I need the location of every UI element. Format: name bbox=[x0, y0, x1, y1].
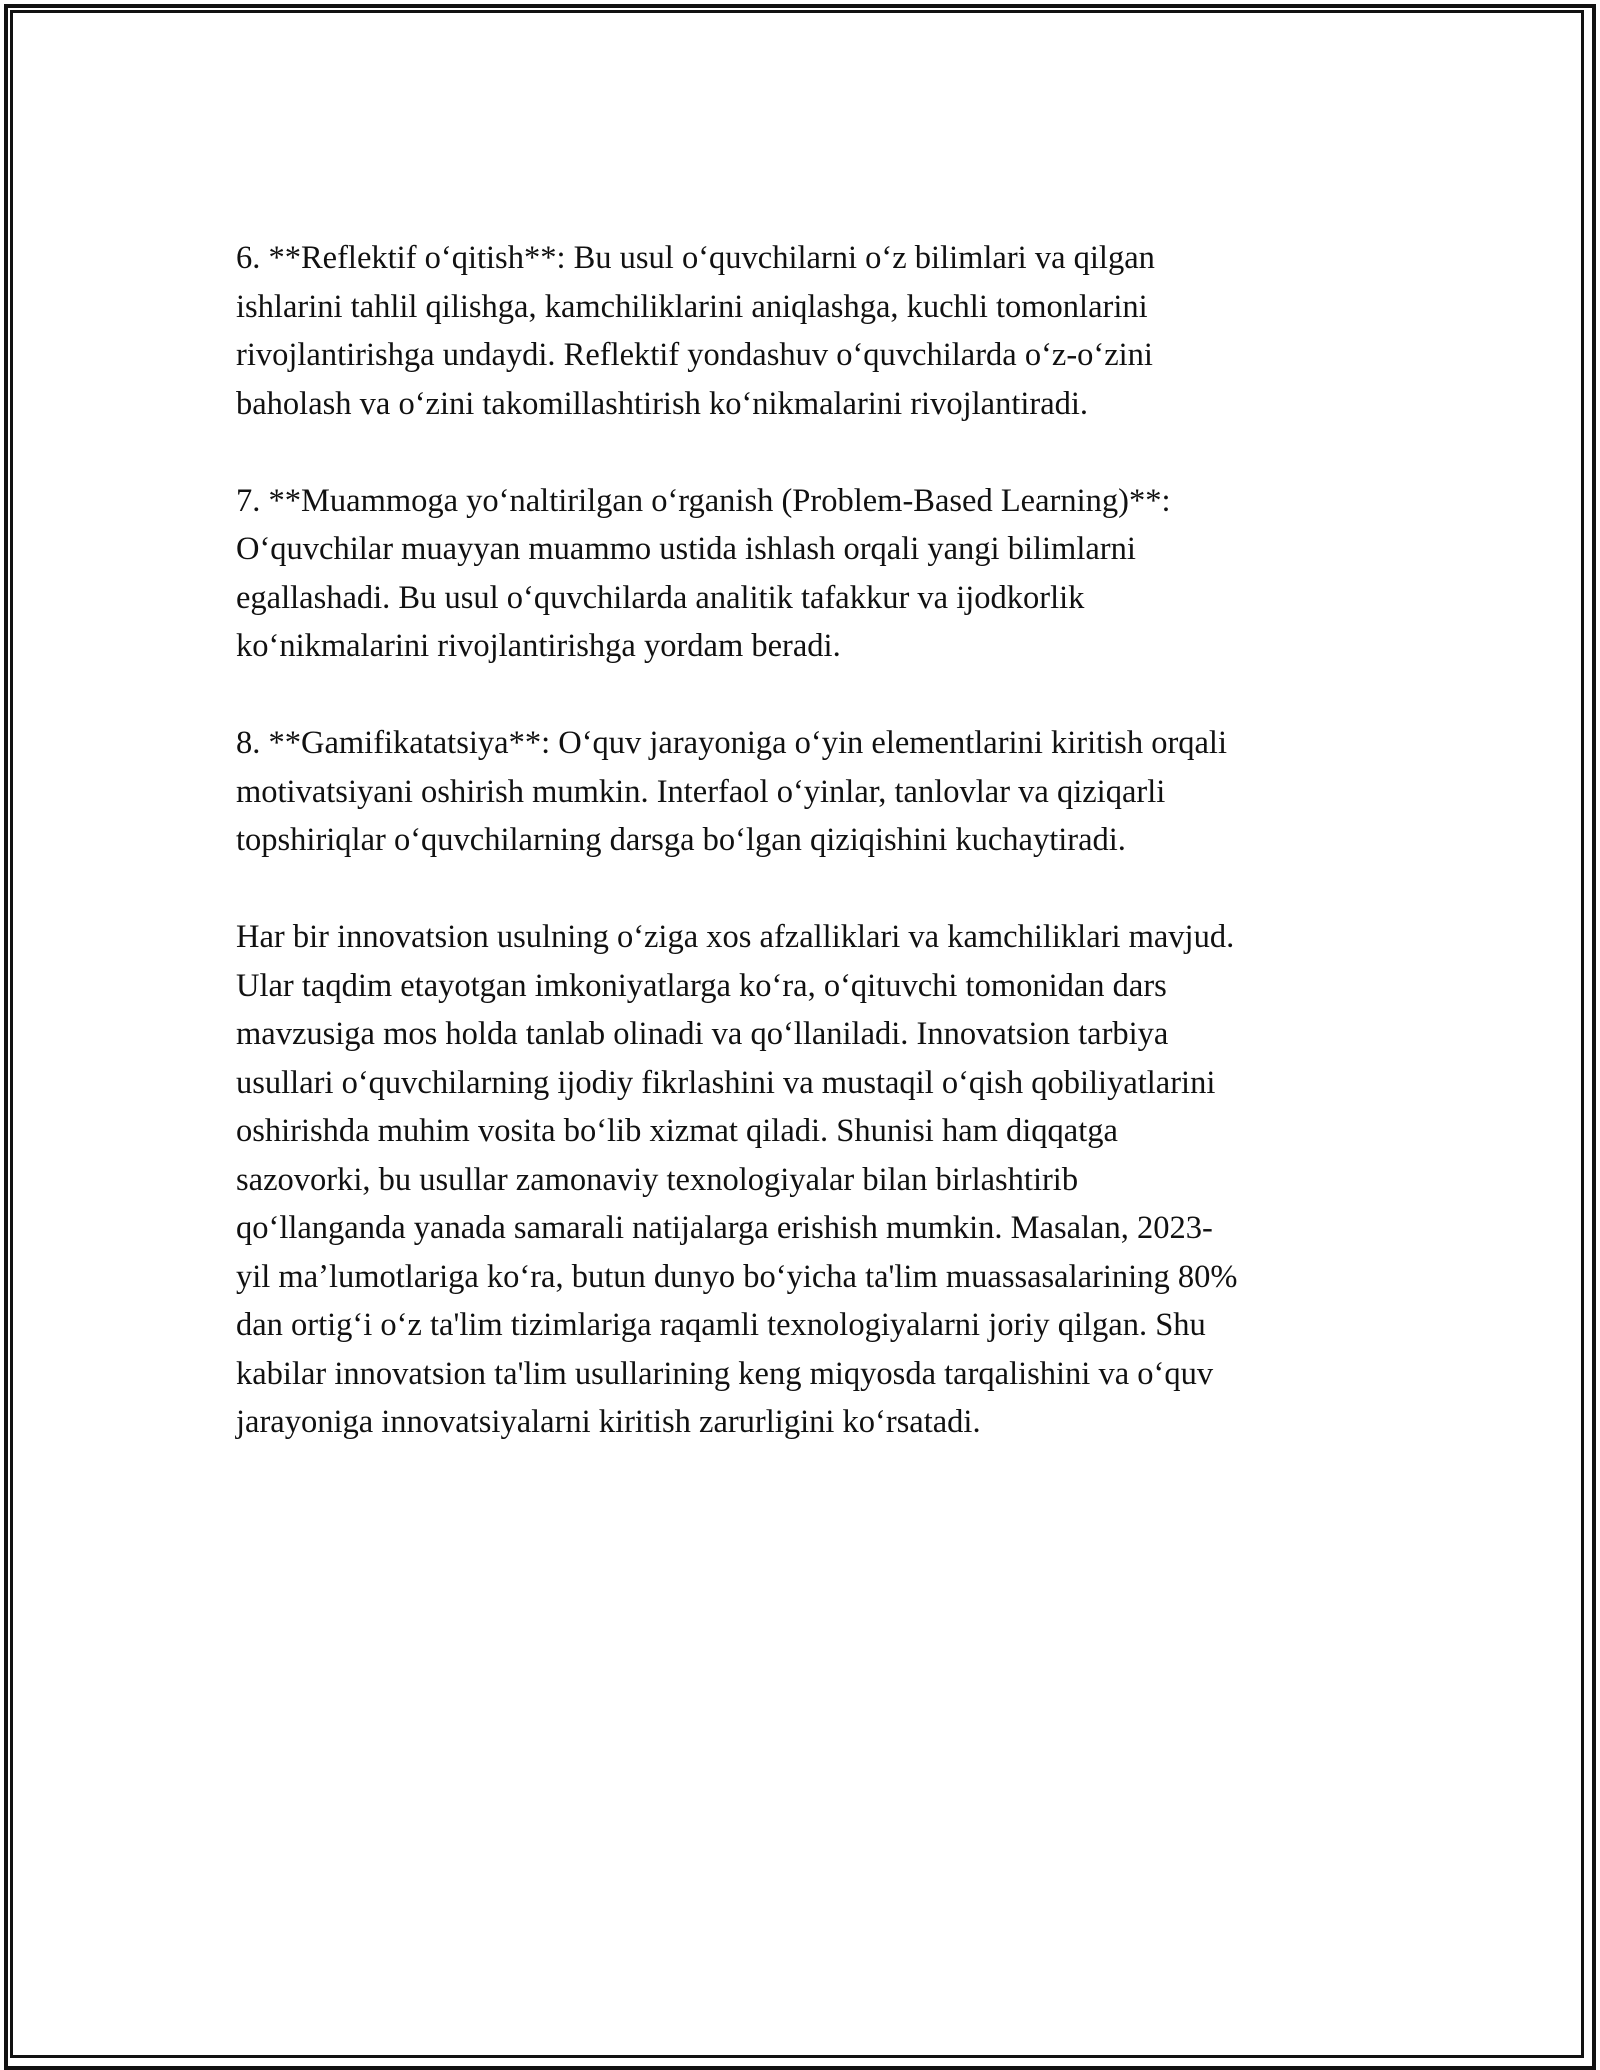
text-line: 6. **Reflektif oʻqitish**: Bu usul oʻquvchilarni oʻz bilimlari va qilgan bbox=[236, 240, 1155, 276]
text-line: Har bir innovatsion usulning oʻziga xos afzalliklari va kamchiliklari mavjud. bbox=[236, 919, 1235, 955]
text-line: yil maʼlumotlariga koʻra, butun dunyo boʻyicha ta'lim muassasalarining 80% bbox=[236, 1258, 1238, 1295]
text-line: Oʻquvchilar muayyan muammo ustida ishlash orqali yangi bilimlarni bbox=[236, 531, 1136, 567]
text-line: qoʻllanganda yanada samarali natijalarga erishish mumkin. Masalan, 2023- bbox=[236, 1210, 1213, 1246]
text-line: dan ortigʻi oʻz ta'lim tizimlariga raqamli texnologiyalarni joriy qilgan. Shu bbox=[236, 1307, 1206, 1343]
text-line: baholash va oʻzini takomillashtirish koʻnikmalarini rivojlantiradi. bbox=[236, 385, 1089, 422]
text-line: koʻnikmalarini rivojlantirishga yordam beradi. bbox=[236, 628, 841, 664]
text-line: egallashadi. Bu usul oʻquvchilarda analitik tafakkur va ijodkorlik bbox=[236, 579, 1085, 616]
document-body bbox=[236, 234, 1376, 1495]
text-line: 7. **Muammoga yoʻnaltirilgan oʻrganish (Problem-Based Learning)**: bbox=[236, 482, 1171, 519]
text-line: rivojlantirishga undaydi. Reflektif yondashuv oʻquvchilarda oʻz-oʻzini bbox=[236, 337, 1153, 373]
text-line: kabilar innovatsion ta'lim usullarining keng miqyosda tarqalishini va oʻquv bbox=[236, 1355, 1214, 1392]
text-line: mavzusiga mos holda tanlab olinadi va qoʻllaniladi. Innovatsion tarbiya bbox=[236, 1016, 1169, 1052]
paragraph-reflektif-oqitish bbox=[236, 234, 1376, 428]
paragraph-problem-based-learning bbox=[236, 477, 1376, 671]
paragraph-gamifikatsiya bbox=[236, 719, 1376, 865]
text-line: usullari oʻquvchilarning ijodiy fikrlashini va mustaqil oʻqish qobiliyatlarini bbox=[236, 1064, 1216, 1101]
text-line: Ular taqdim etayotgan imkoniyatlarga koʻra, oʻqituvchi tomonidan dars bbox=[236, 967, 1167, 1004]
paragraph-summary bbox=[236, 913, 1376, 1447]
text-line: ishlarini tahlil qilishga, kamchiliklarini aniqlashga, kuchli tomonlarini bbox=[236, 288, 1148, 325]
text-line: sazovorki, bu usullar zamonaviy texnologiyalar bilan birlashtirib bbox=[236, 1161, 1079, 1198]
text-line: motivatsiyani oshirish mumkin. Interfaol oʻyinlar, tanlovlar va qiziqarli bbox=[236, 773, 1166, 810]
text-line: oshirishda muhim vosita boʻlib xizmat qiladi. Shunisi ham diqqatga bbox=[236, 1113, 1118, 1149]
text-line: jarayoniga innovatsiyalarni kiritish zarurligini koʻrsatadi. bbox=[236, 1404, 981, 1440]
text-line: 8. **Gamifikatatsiya**: Oʻquv jarayoniga oʻyin elementlarini kiritish orqali bbox=[236, 725, 1227, 761]
text-line: topshiriqlar oʻquvchilarning darsga boʻlgan qiziqishini kuchaytiradi. bbox=[236, 822, 1126, 858]
